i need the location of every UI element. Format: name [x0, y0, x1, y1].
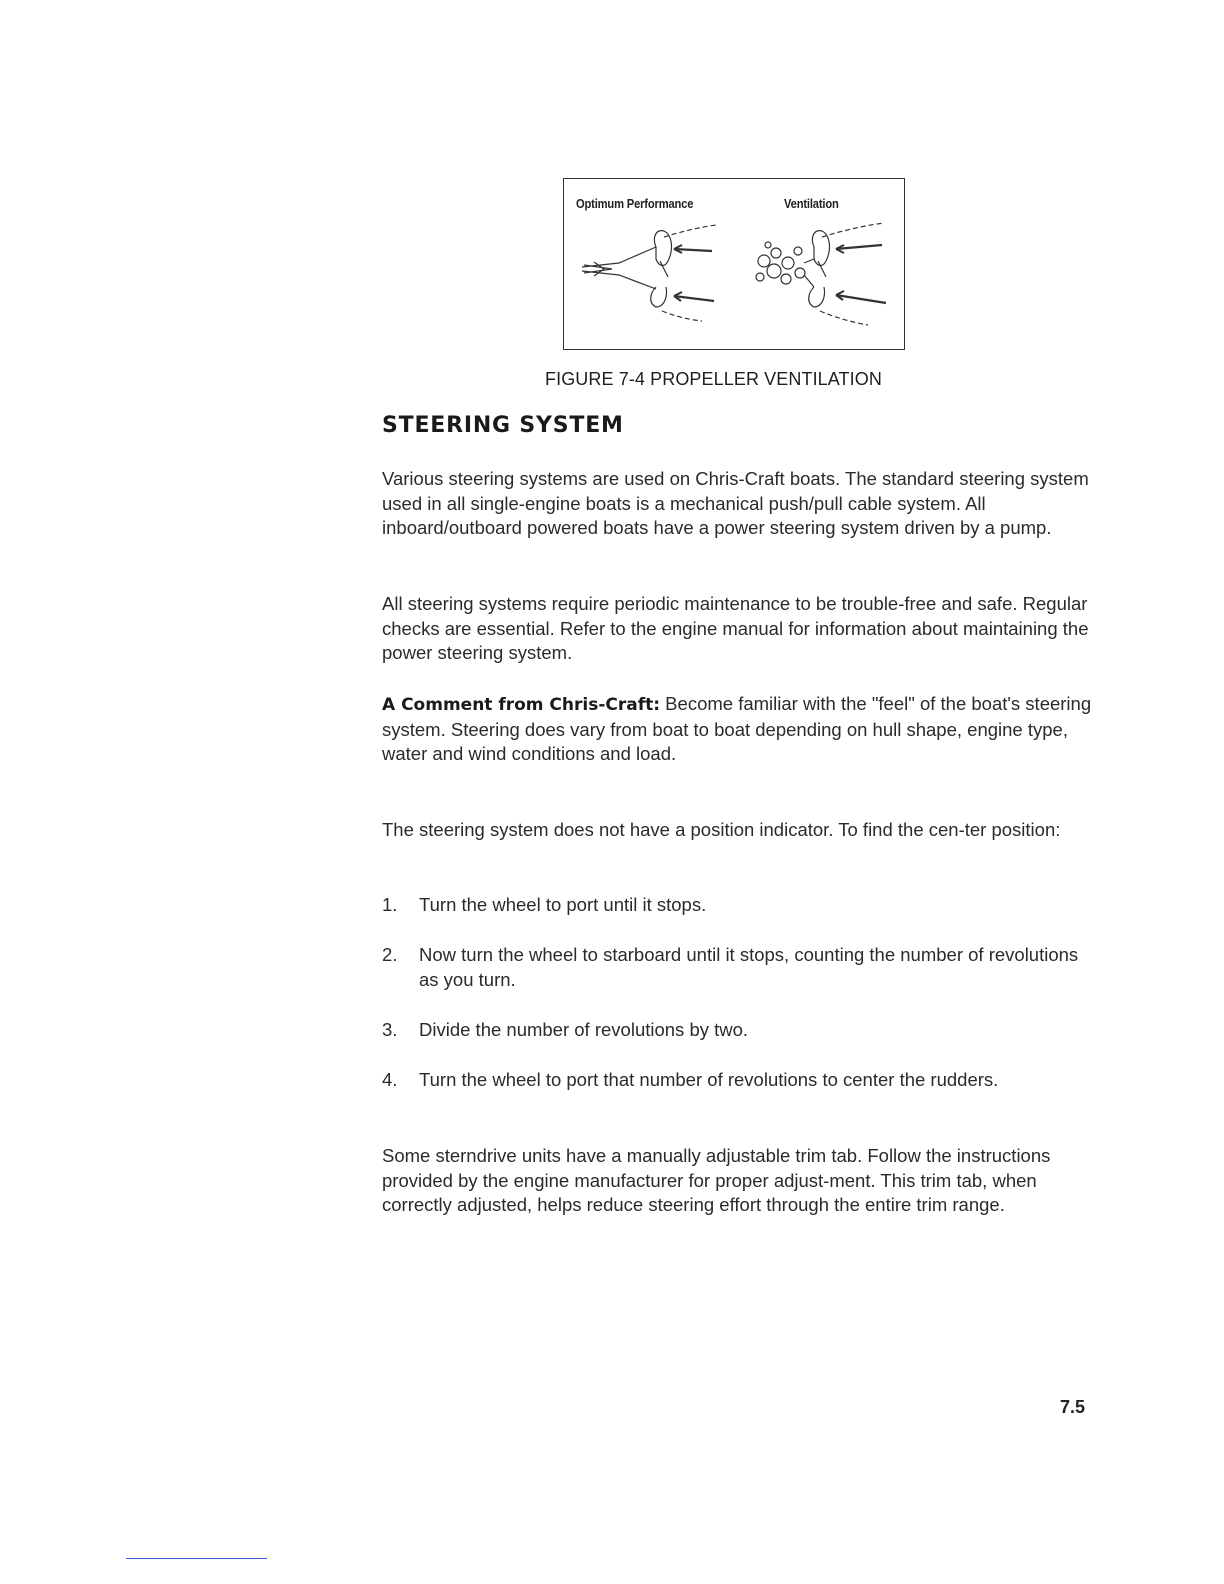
section-heading: STEERING SYSTEM: [382, 413, 624, 438]
figure-label-ventilation: Ventilation: [784, 196, 839, 211]
list-item-text: Turn the wheel to port until it stops.: [419, 894, 707, 915]
list-item-number: 1.: [382, 894, 398, 915]
list-item-text: Now turn the wheel to starboard until it stops, counting the number of revolutions as you turn.: [419, 944, 1079, 990]
figure-label-optimum: Optimum Performance: [576, 196, 694, 211]
list-item: [382, 893, 1092, 918]
ventilation-propeller-drawing: [756, 223, 886, 325]
propeller-illustration: [564, 179, 906, 351]
figure-caption: FIGURE 7-4 PROPELLER VENTILATION: [545, 369, 882, 389]
list-item: [382, 943, 1092, 992]
optimum-propeller-drawing: [582, 225, 716, 321]
list-item-text: Divide the number of revolutions by two.: [419, 1019, 749, 1040]
list-item-text: Turn the wheel to port that number of revolutions to center the rudders.: [419, 1069, 999, 1090]
page-number: 7.5: [1060, 1397, 1086, 1417]
paragraph-position-indicator: The steering system does not have a position indicator. To find the cen-ter position:: [382, 819, 1061, 840]
footer-rule: [126, 1558, 267, 1559]
propeller-figure: [563, 178, 905, 350]
comment-lead: A Comment from Chris-Craft:: [382, 695, 661, 715]
paragraph-trim-tab: Some sterndrive units have a manually adjustable trim tab. Follow the instructions provided by the engine manufacturer for proper adjust-ment. This trim tab, when correctly adjusted, helps reduce steering effort through the entire trim range.: [382, 1145, 1051, 1216]
list-item-number: 3.: [382, 1019, 398, 1040]
paragraph-maintenance: All steering systems require periodic maintenance to be trouble-free and safe. Regular checks are essential. Refer to the engine manual for information about maintaining the power steering system.: [382, 593, 1089, 664]
list-item-number: 4.: [382, 1069, 398, 1090]
list-item: [382, 1068, 1092, 1093]
list-item: [382, 1018, 1092, 1043]
paragraph-comment: [382, 692, 1092, 767]
comment-body: Become familiar with the "feel" of the boat's steering system. Steering does vary from boat to boat depending on hull shape, engine type, water and wind conditions and load.: [382, 693, 1092, 765]
list-item-number: 2.: [382, 944, 398, 965]
paragraph-steering-systems: Various steering systems are used on Chris-Craft boats. The standard steering system used in all single-engine boats is a mechanical push/pull cable system. All inboard/outboard powered boats have a power steering system driven by a pump.: [382, 468, 1089, 539]
